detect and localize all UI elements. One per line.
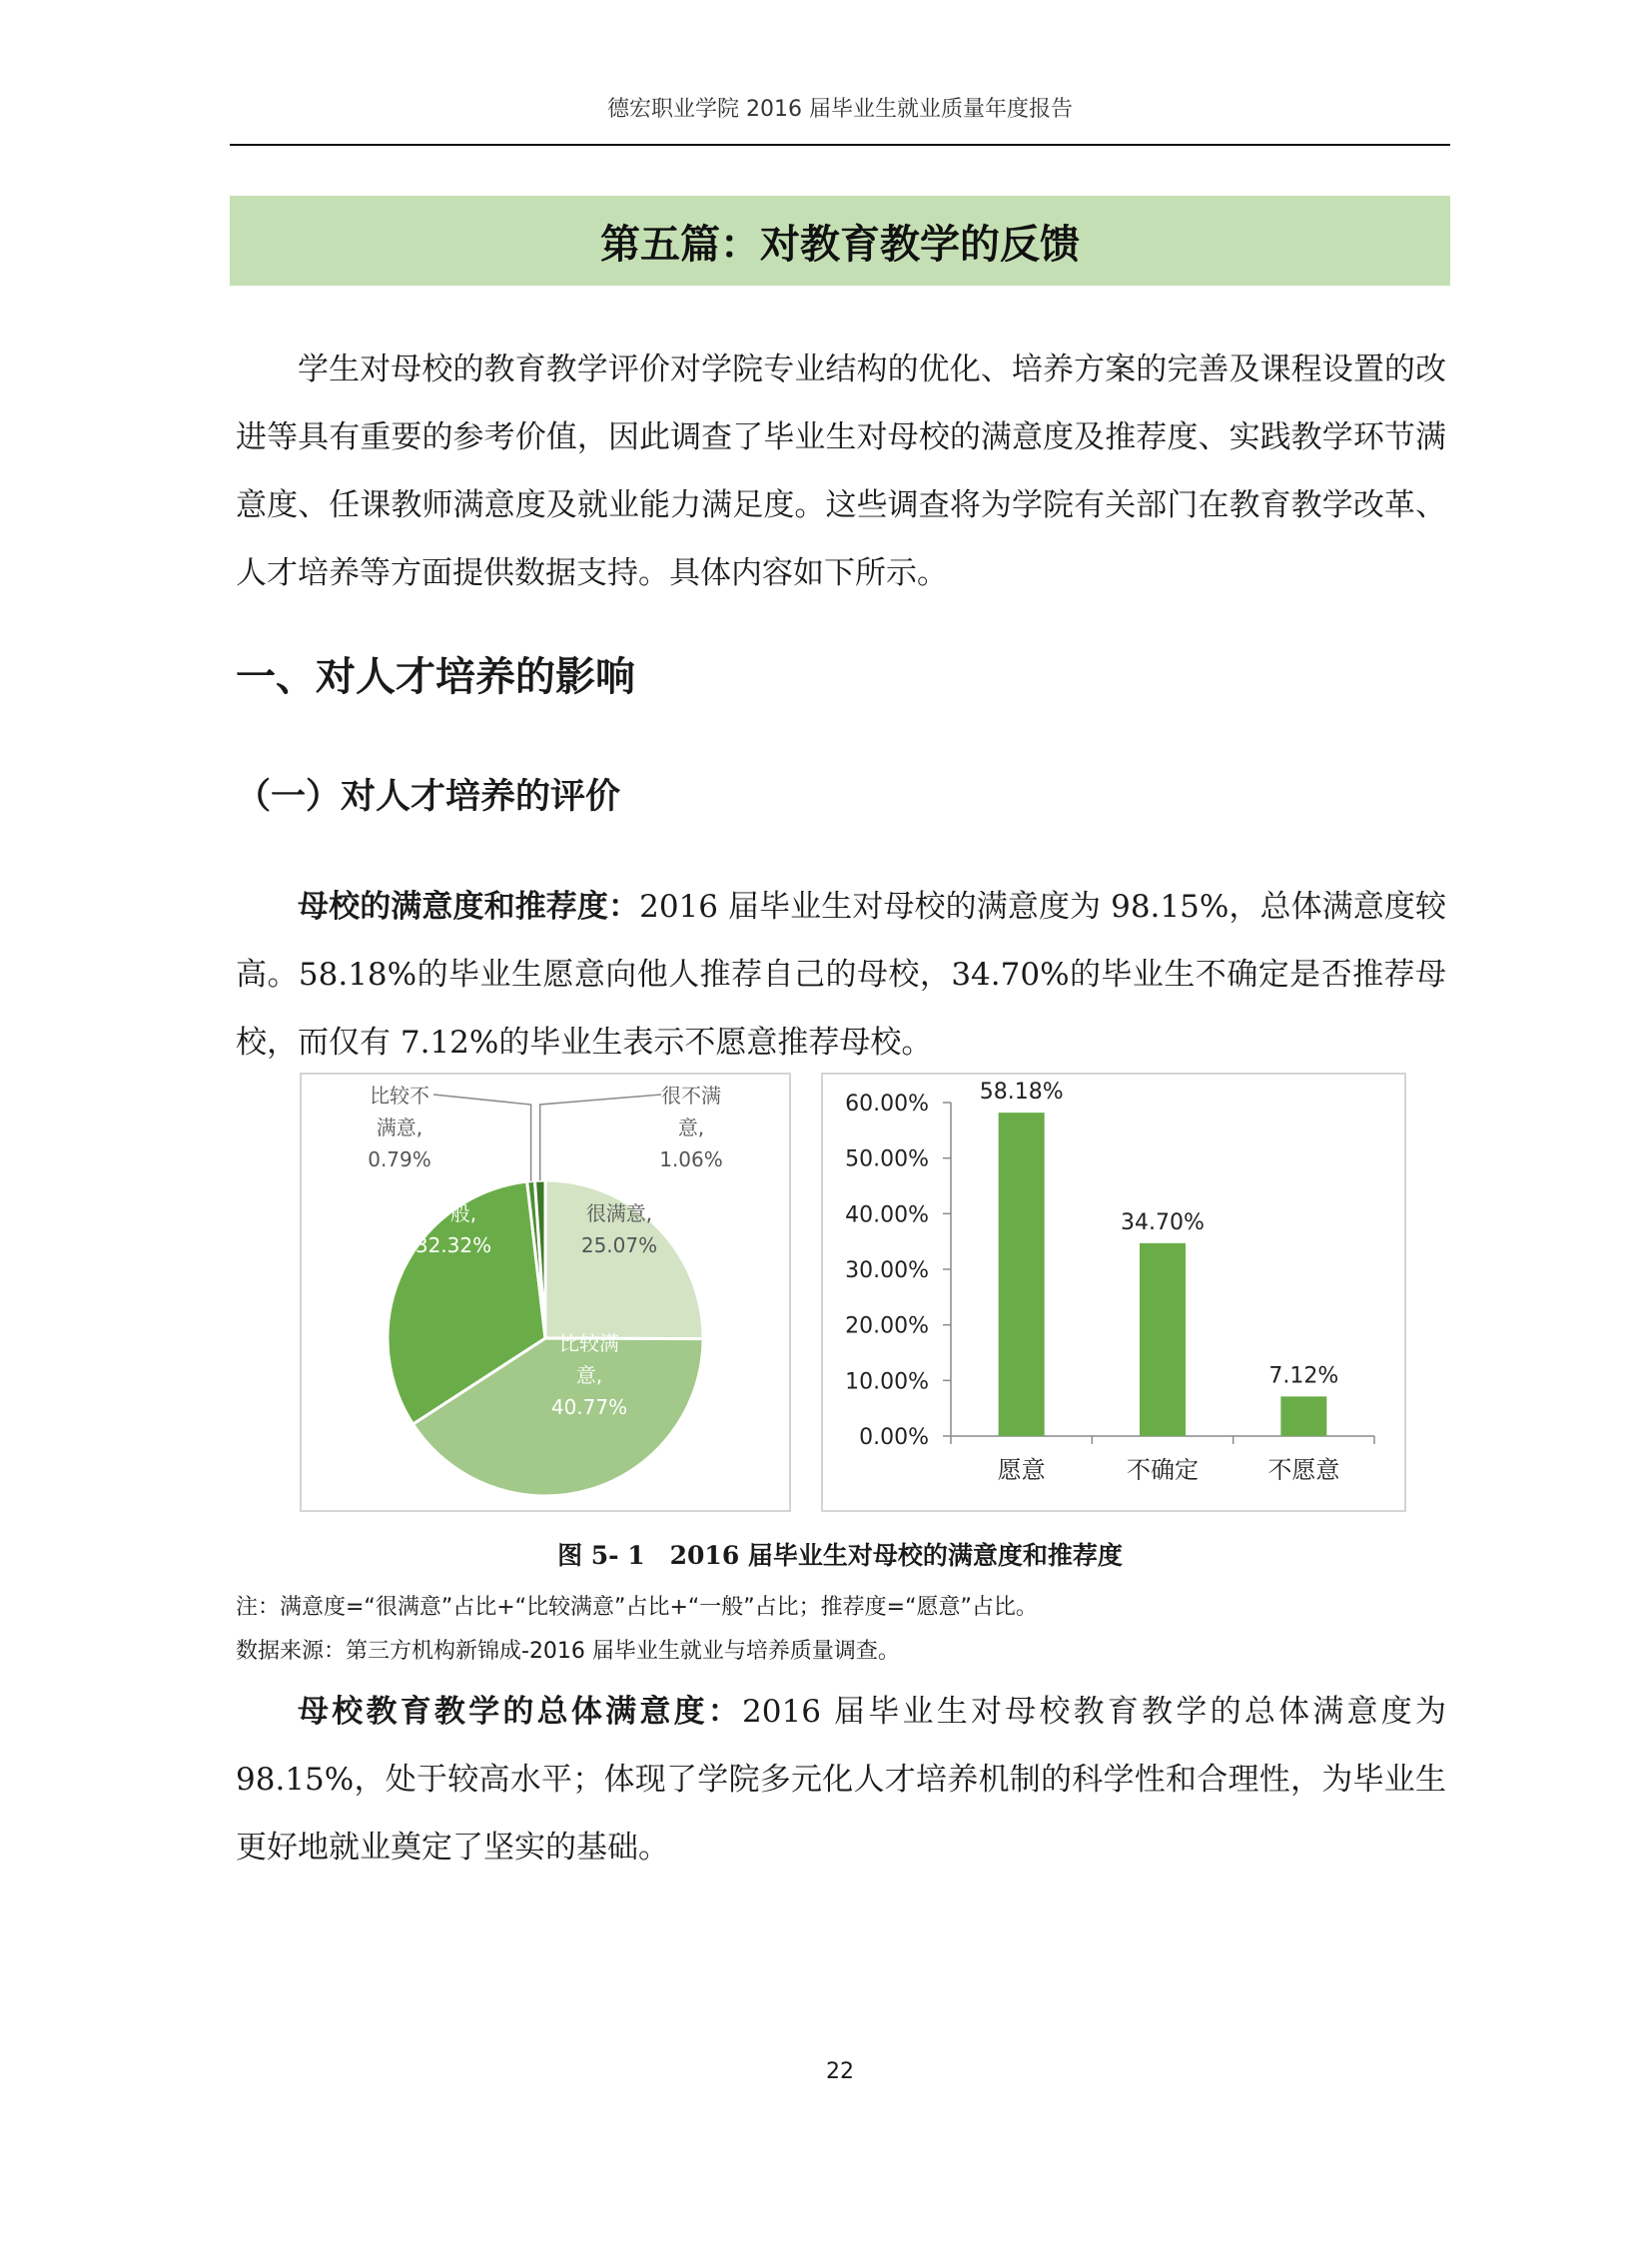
satisfaction-text: 2016 届毕业生对母校的满意度为 98.15%，总体满意度较高。58.18%的毕业生愿意向他人推荐自己的母校，34.70%的毕业生不确定是否推荐母校，而仅有 7.12%的毕业生表示不愿意推荐母校。 xyxy=(236,889,1447,1061)
bar-data-label: 34.70% xyxy=(1121,1209,1205,1235)
x-category-label: 不愿意 xyxy=(1267,1456,1340,1484)
bar-chart xyxy=(823,1075,1404,1510)
y-tick-label: 30.00% xyxy=(845,1258,929,1283)
figure-source: 数据来源：第三方机构新锦成-2016 届毕业生就业与培养质量调查。 xyxy=(236,1639,900,1664)
y-tick-label: 10.00% xyxy=(845,1369,929,1395)
figure-caption: 图 5- 1 2016 届毕业生对母校的满意度和推荐度 xyxy=(557,1541,1123,1570)
intro-paragraph: 学生对母校的教育教学评价对学院专业结构的优化、培养方案的完善及课程设置的改进等具有重要的参考价值，因此调查了毕业生对母校的满意度及推荐度、实践教学环节满意度、任课教师满意度及就业能力满足度。这些调查将为学院有关部门在教育教学改革、人才培养等方面提供数据支持。具体内容如下所示。 xyxy=(236,352,1446,591)
bar xyxy=(1280,1396,1326,1436)
chapter-title: 第五篇：对教育教学的反馈 xyxy=(600,221,1080,268)
overall-paragraph xyxy=(236,1678,1446,1881)
y-tick-label: 0.00% xyxy=(859,1425,929,1450)
overall-text: 2016 届毕业生对母校教育教学的总体满意度为 98.15%，处于较高水平；体现了学院多元化人才培养机制的科学性和合理性，为毕业生更好地就业奠定了坚实的基础。 xyxy=(236,1694,1447,1866)
y-tick-label: 60.00% xyxy=(845,1092,929,1117)
pie-slice-label: 比较不满意, 0.79% xyxy=(368,1084,431,1171)
pie-leader-line xyxy=(540,1095,661,1180)
satisfaction-lead: 母校的满意度和推荐度： xyxy=(298,889,640,925)
bar xyxy=(1140,1243,1186,1436)
satisfaction-paragraph xyxy=(236,873,1446,1077)
y-tick-label: 20.00% xyxy=(845,1313,929,1339)
y-tick-label: 40.00% xyxy=(845,1202,929,1228)
pie-chart xyxy=(302,1075,789,1510)
bar-data-label: 58.18% xyxy=(979,1080,1064,1106)
chapter-banner xyxy=(230,196,1450,286)
x-category-label: 愿意 xyxy=(997,1456,1046,1484)
pie-slice-label: 很不满意, 1.06% xyxy=(659,1084,723,1171)
subsection-heading: （一）对人才培养的评价 xyxy=(236,777,621,817)
pie-slice-label: 一般, 32.32% xyxy=(414,1201,492,1257)
header-rule xyxy=(230,144,1450,146)
running-header: 德宏职业学院 2016 届毕业生就业质量年度报告 xyxy=(607,97,1073,122)
bar-chart-frame xyxy=(821,1073,1406,1512)
overall-lead: 母校教育教学的总体满意度： xyxy=(298,1694,743,1730)
y-tick-label: 50.00% xyxy=(845,1146,929,1172)
pie-slice-label: 比较满意, 40.77% xyxy=(550,1331,628,1419)
section-heading: 一、对人才培养的影响 xyxy=(236,654,635,700)
pie-slice-label: 很满意, 25.07% xyxy=(580,1201,658,1257)
pie-leader-line xyxy=(433,1095,531,1181)
page-number: 22 xyxy=(826,2059,854,2084)
bar-data-label: 7.12% xyxy=(1268,1363,1339,1389)
pie-chart-frame xyxy=(300,1073,791,1512)
figure-note: 注：满意度=“很满意”占比+“比较满意”占比+“一般”占比；推荐度=“愿意”占比。 xyxy=(236,1595,1038,1620)
bar xyxy=(999,1113,1045,1436)
x-category-label: 不确定 xyxy=(1127,1456,1199,1484)
